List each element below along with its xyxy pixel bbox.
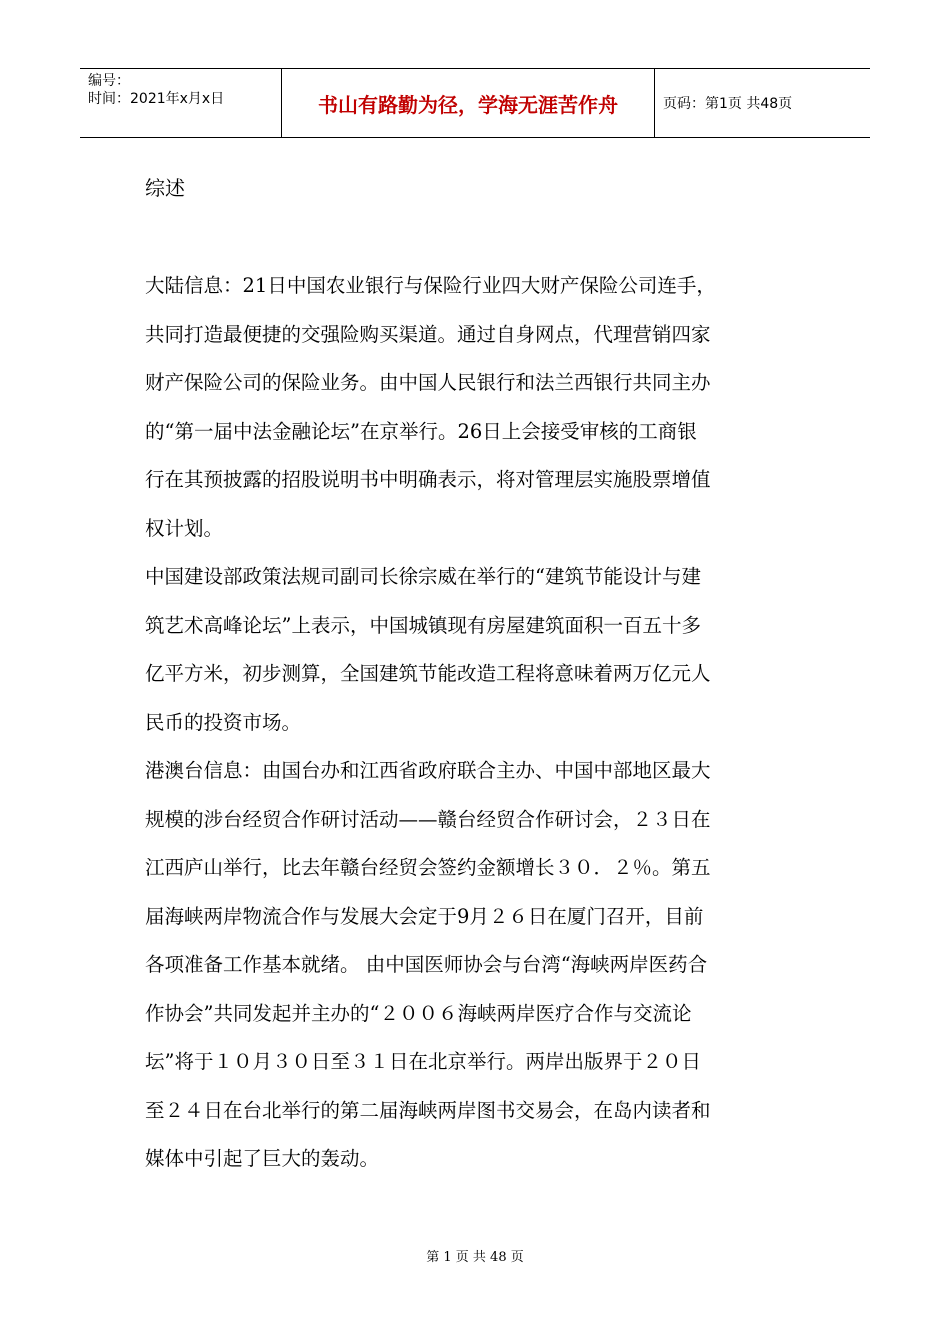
page-header <box>80 68 870 138</box>
body-line: 届海峡两岸物流合作与发展大会定于9月２６日在厦门召开，目前 <box>145 904 704 928</box>
body-line: 权计划。 <box>145 516 224 540</box>
body-line: 大陆信息：21日中国农业银行与保险行业四大财产保险公司连手， <box>145 274 716 297</box>
body-line: 港澳台信息：由国台办和江西省政府联合主办、中国中部地区最大 <box>145 759 711 782</box>
number-label: 编号： <box>88 73 130 89</box>
header-page-info: 页码：第1页 共48页 <box>663 96 793 112</box>
body-line: 筑艺术高峰论坛”上表示，中国城镇现有房屋建筑面积一百五十多 <box>145 613 701 637</box>
page-footer: 第 1 页 共 48 页 <box>426 1250 524 1265</box>
body-line: 作协会”共同发起并主办的“２００６海峡两岸医疗合作与交流论 <box>145 1001 692 1025</box>
body-line: 民币的投资市场。 <box>145 710 302 734</box>
header-meta <box>80 69 282 137</box>
body-line: 江西庐山举行，比去年赣台经贸会签约金额增长３０．２％。第五 <box>145 856 711 879</box>
body-line: 坛”将于１０月３０日至３１日在北京举行。两岸出版界于２０日 <box>145 1050 701 1073</box>
date-line: 时间：2021年x月x日 <box>88 91 225 107</box>
body-line: 中国建设部政策法规司副司长徐宗威在举行的“建筑节能设计与建 <box>145 565 701 588</box>
body-line: 规模的涉台经贸合作研讨活动——赣台经贸合作研讨会，２３日在 <box>145 807 711 831</box>
body-line: 亿平方米，初步测算，全国建筑节能改造工程将意味着两万亿元人 <box>145 662 711 685</box>
section-title: 综述 <box>145 176 185 200</box>
body-line: 至２４日在台北举行的第二届海峡两岸图书交易会，在岛内读者和 <box>145 1098 711 1122</box>
body-line: 媒体中引起了巨大的轰动。 <box>145 1147 380 1170</box>
header-motto: 书山有路勤为径，学海无涯苦作舟 <box>282 69 655 137</box>
body-line: 财产保险公司的保险业务。由中国人民银行和法兰西银行共同主办 <box>145 371 711 394</box>
body-line: 共同打造最便捷的交强险购买渠道。通过自身网点，代理营销四家 <box>145 322 711 346</box>
body-line: 行在其预披露的招股说明书中明确表示，将对管理层实施股票增值 <box>145 468 711 491</box>
body-line: 的“第一届中法金融论坛”在京举行。26日上会接受审核的工商银 <box>145 419 697 443</box>
body-text <box>145 262 810 1184</box>
body-line: 各项准备工作基本就绪。 由中国医师协会与台湾“海峡两岸医药合 <box>145 953 708 976</box>
